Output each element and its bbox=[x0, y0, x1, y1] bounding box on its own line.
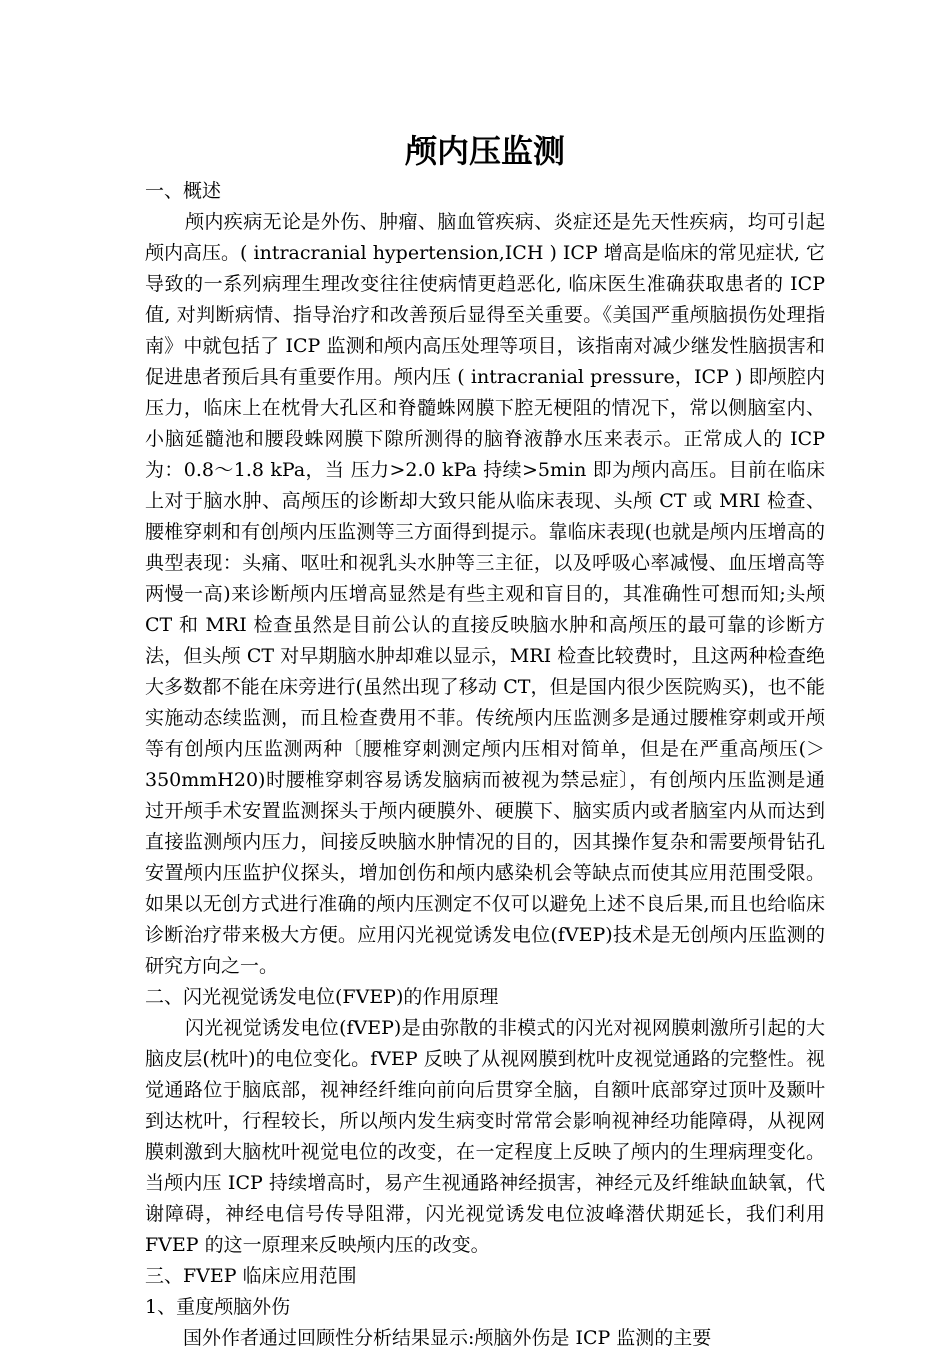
section-heading-overview: 一、概述 bbox=[145, 180, 222, 202]
document-page bbox=[145, 128, 825, 1354]
section-paragraph-fvep-principle: 闪光视觉诱发电位(fVEP)是由弥散的非模式的闪光对视网膜刺激所引起的大脑皮层(枕叶)的电位变化。fVEP 反映了从视网膜到枕叶皮视觉通路的完整性。视觉通路位于脑底部，视神经纤维向前向后贯穿全脑，自额叶底部穿过顶叶及颞叶到达枕叶，行程较长，所以颅内发生病变时常常会影响视神经功能障碍，从视网膜刺激到大脑枕叶视觉电位的改变，在一定程度上反映了颅内的生理病理变化。当颅内压 ICP 持续增高时，易产生视通路神经损害，神经元及纤维缺血缺氧，代谢障碍，神经电信号传导阻滞，闪光视觉诱发电位波峰潜伏期延长，我们利用 FVEP 的这一原理来反映颅内压的改变。 bbox=[145, 1017, 825, 1256]
subsection-paragraph-head-trauma: 国外作者通过回顾性分析结果显示:颅脑外伤是 ICP 监测的主要 bbox=[183, 1327, 712, 1349]
section-heading-fvep-principle: 二、闪光视觉诱发电位(FVEP)的作用原理 bbox=[145, 986, 499, 1008]
section-heading-clinical-scope: 三、FVEP 临床应用范围 bbox=[145, 1265, 357, 1287]
section-paragraph-overview: 颅内疾病无论是外伤、肿瘤、脑血管疾病、炎症还是先天性疾病，均可引起颅内高压。( intracranial hypertension,ICH ) ICP 增高是临床的常见症状, 它导致的一系列病理生理改变往往使病情更趋恶化, 临床医生准确获取患者的 ICP 值, 对判断病情、指导治疗和改善预后显得至关重要。《美国严重颅脑损伤处理指南》中就包括了 ICP 监测和颅内高压处理等项目，该指南对减少继发性脑损害和促进患者预后具有重要作用。颅内压 ( intracranial pressure，ICP ) 即颅腔内压力，临床上在枕骨大孔区和脊髓蛛网膜下腔无梗阻的情况下，常以侧脑室内、小脑延髓池和腰段蛛网膜下隙所测得的脑脊液静水压来表示。正常成人的 ICP 为：0.8～1.8 kPa，当 压力>2.0 kPa 持续>5min 即为颅内高压。目前在临床上对于脑水肿、高颅压的诊断却大致只能从临床表现、头颅 CT 或 MRI 检查、腰椎穿刺和有创颅内压监测等三方面得到提示。靠临床表现(也就是颅内压增高的典型表现：头痛、呕吐和视乳头水肿等三主征，以及呼吸心率减慢、血压增高等两慢一高)来诊断颅内压增高显然是有些主观和盲目的，其准确性可想而知;头颅 CT 和 MRI 检查虽然是目前公认的直接反映脑水肿和高颅压的最可靠的诊断方法，但头颅 CT 对早期脑水肿却难以显示，MRI 检查比较费时，且这两种检查绝大多数都不能在床旁进行(虽然出现了移动 CT，但是国内很少医院购买)，也不能实施动态续监测，而且检查费用不菲。传统颅内压监测多是通过腰椎穿刺或开颅等有创颅内压监测两种〔腰椎穿刺测定颅内压相对简单，但是在严重高颅压(＞350mmH20)时腰椎穿刺容易诱发脑病而被视为禁忌症〕，有创颅内压监测是通过开颅手术安置监测探头于颅内硬膜外、硬膜下、脑实质内或者脑室内从而达到直接监测颅内压力，间接反映脑水肿情况的目的，因其操作复杂和需要颅骨钻孔安置颅内压监护仪探头，增加创伤和颅内感染机会等缺点而使其应用范围受限。如果以无创方式进行准确的颅内压测定不仅可以避免上述不良后果,而且也给临床诊断治疗带来极大方便。应用闪光视觉诱发电位(fVEP)技术是无创颅内压监测的研究方向之一。 bbox=[145, 211, 825, 977]
subsection-heading-head-trauma: 1、重度颅脑外伤 bbox=[145, 1296, 291, 1318]
document-title: 颅内压监测 bbox=[404, 132, 565, 170]
